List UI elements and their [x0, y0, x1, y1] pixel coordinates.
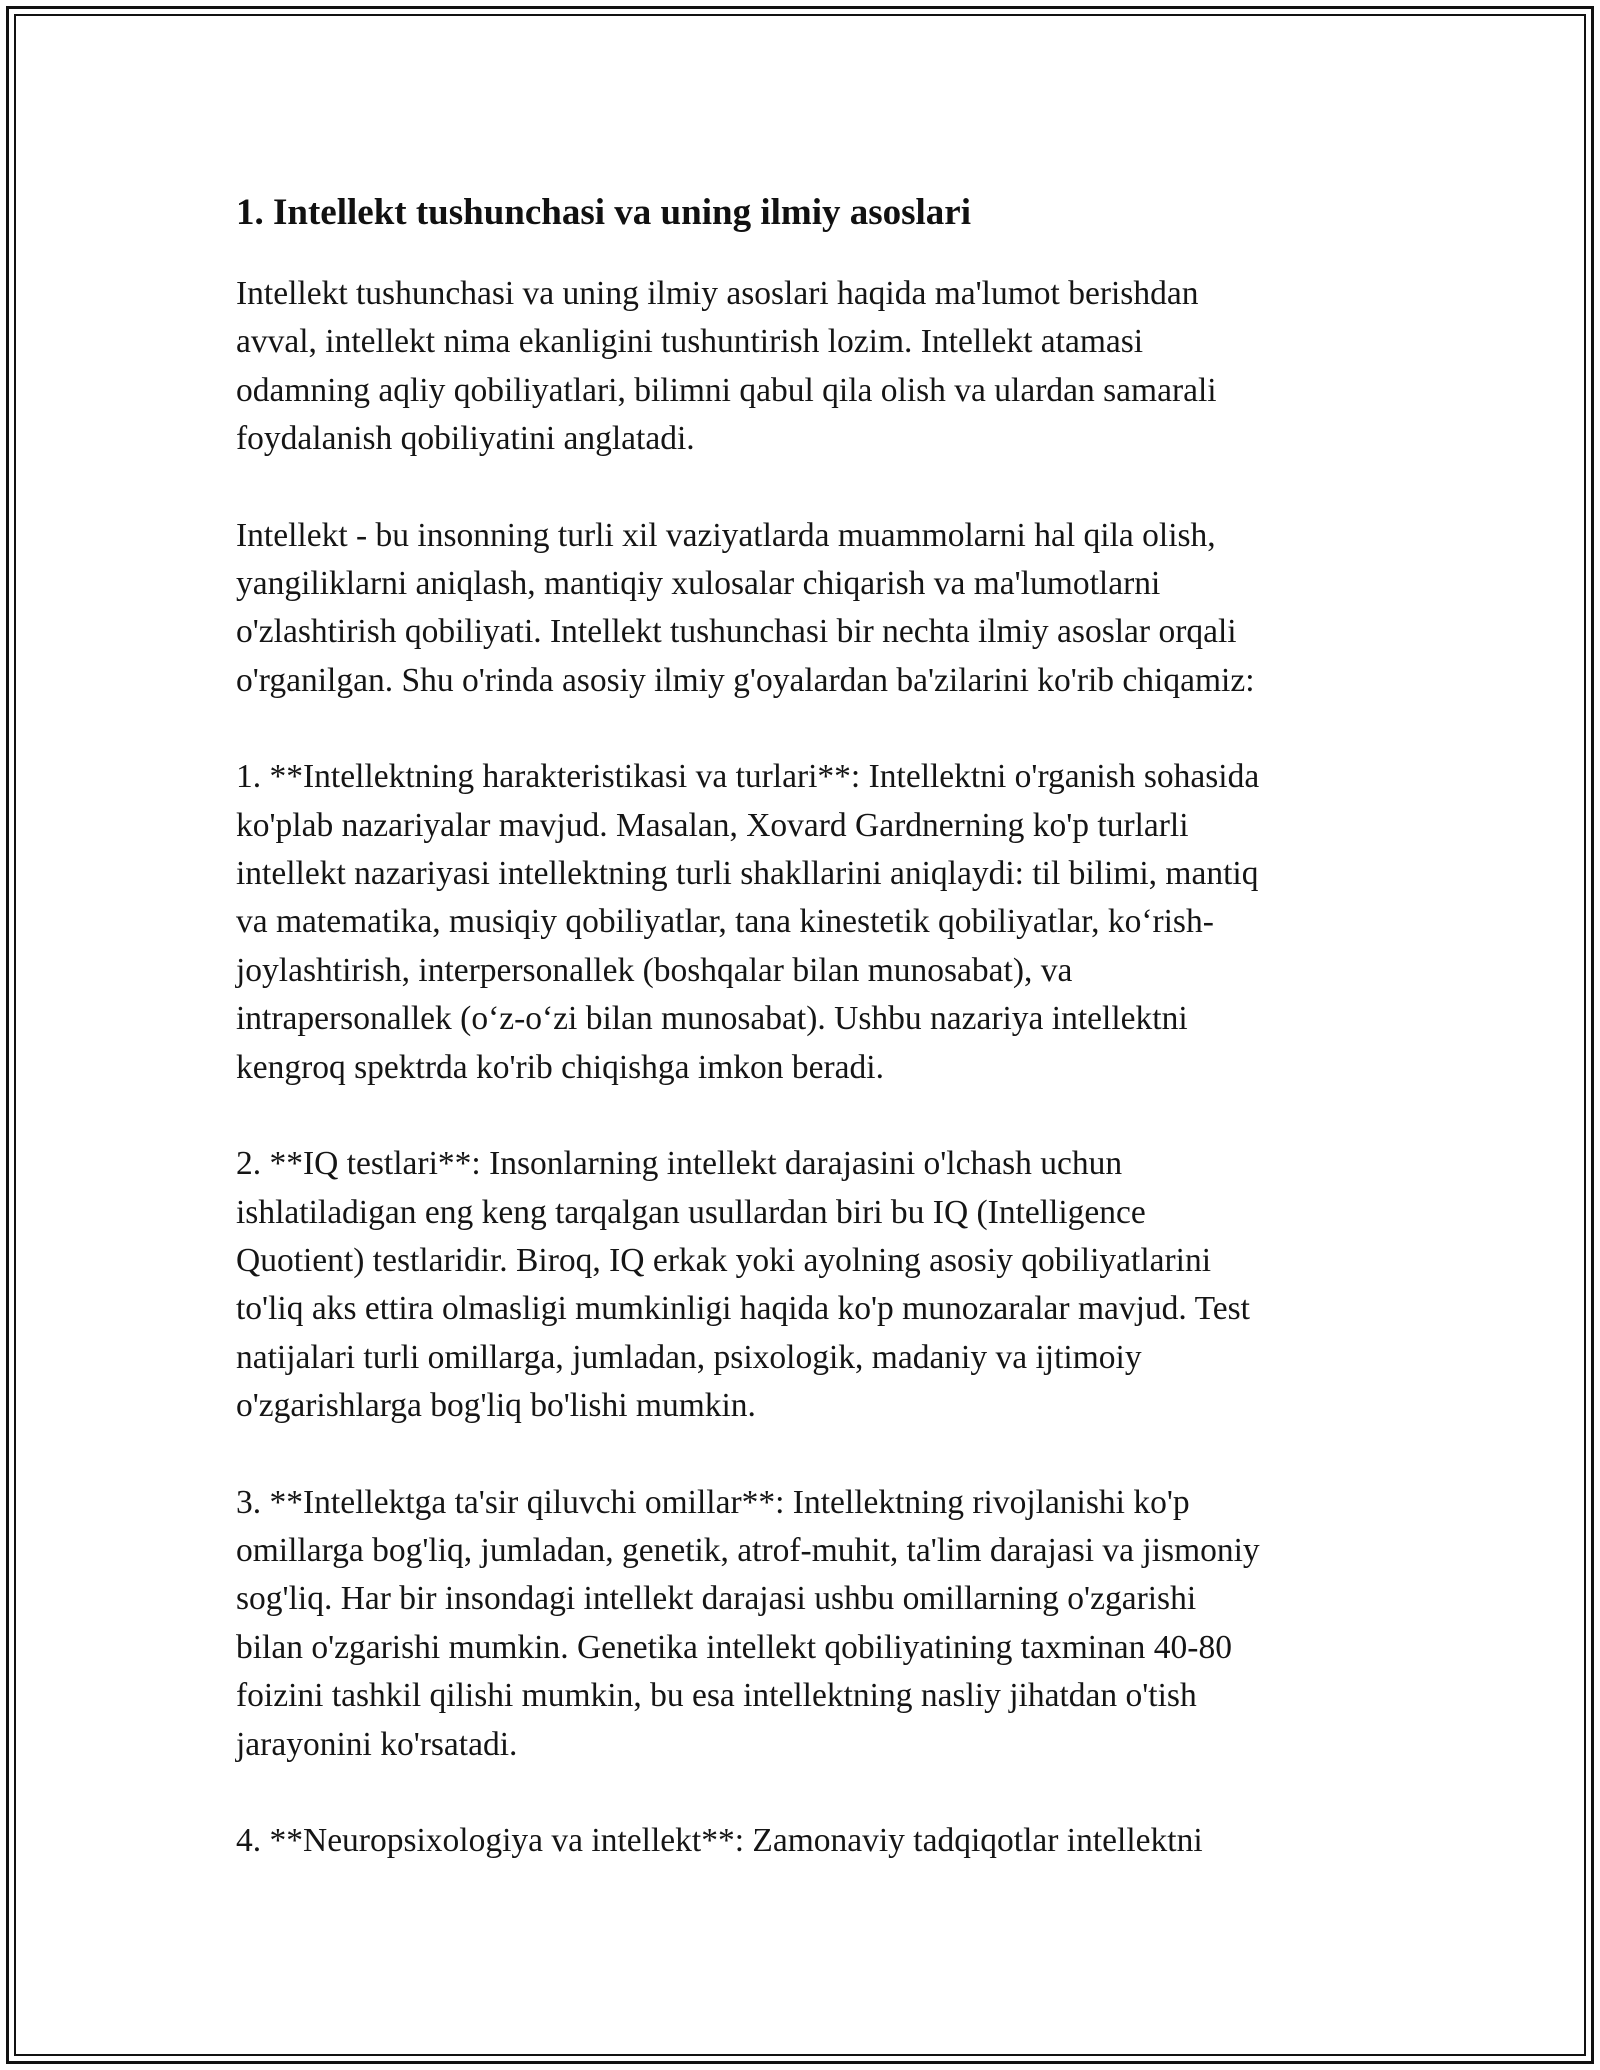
paragraph-point-4: 4. **Neuropsixologiya va intellekt**: Zamonaviy tadqiqotlar intellektni: [236, 1821, 1203, 1859]
paragraph-point-1: 1. **Intellektning harakteristikasi va turlari**: Intellektni o'rganish sohasida ko'plab nazariyalar mavjud. Masalan, Xovard Gardnerning ko'p turlarli intellekt nazariyasi intellektning turli shakllarini aniqlaydi: til bilimi, mantiq va matematika, musiqiy qobiliyatlar, tana kinestetik qobiliyatlar, ko‘rish- joylashtirish, interpersonallek (boshqalar bilan munosabat), va intrapersonallek (o‘z-o‘zi bilan munosabat). Ushbu nazariya intellektni kengroq spektrda ko'rib chiqishga imkon beradi.: [236, 758, 1260, 1086]
paragraph-point-2: 2. **IQ testlari**: Insonlarning intellekt darajasini o'lchash uchun ishlatiladigan eng keng tarqalgan usullardan biri bu IQ (Intelligence Quotient) testlaridir. Biroq, IQ erkak yoki ayolning asosiy qobiliyatlarini to'liq aks ettira olmasligi mumkinligi haqida ko'p munozaralar mavjud. Test natijalari turli omillarga, jumladan, psixologik, madaniy va ijtimoiy o'zgarishlarga bog'liq bo'lishi mumkin.: [236, 1145, 1250, 1425]
paragraph-definition: Intellekt - bu insonning turli xil vaziyatlarda muammolarni hal qila olish, yangiliklarni aniqlash, mantiqiy xulosalar chiqarish va ma'lumotlarni o'zlashtirish qobiliyati. Intellekt tushunchasi bir nechta ilmiy asoslar orqali o'rganilgan. Shu o'rinda asosiy ilmiy g'oyalardan ba'zilarini ko'rib chiqamiz:: [236, 516, 1255, 699]
paragraph-point-3: 3. **Intellektga ta'sir qiluvchi omillar**: Intellektning rivojlanishi ko'p omillarga bog'liq, jumladan, genetik, atrof-muhit, ta'lim darajasi va jismoniy sog'liq. Har bir insondagi intellekt darajasi ushbu omillarning o'zgarishi bilan o'zgarishi mumkin. Genetika intellekt qobiliyatining taxminan 40-80 foizini tashkil qilishi mumkin, bu esa intellektning nasliy jihatdan o'tish jarayonini ko'rsatadi.: [236, 1483, 1260, 1763]
paragraph-intro: Intellekt tushunchasi va uning ilmiy asoslari haqida ma'lumot berishdan avval, intellekt nima ekanligini tushuntirish lozim. Intellekt atamasi odamning aqliy qobiliyatlari, bilimni qabul qila olish va ulardan samarali foydalanish qobiliyatini anglatadi.: [236, 275, 1217, 458]
document-body: [236, 186, 1366, 1913]
document-title: 1. Intellekt tushunchasi va uning ilmiy asoslari: [236, 192, 972, 233]
